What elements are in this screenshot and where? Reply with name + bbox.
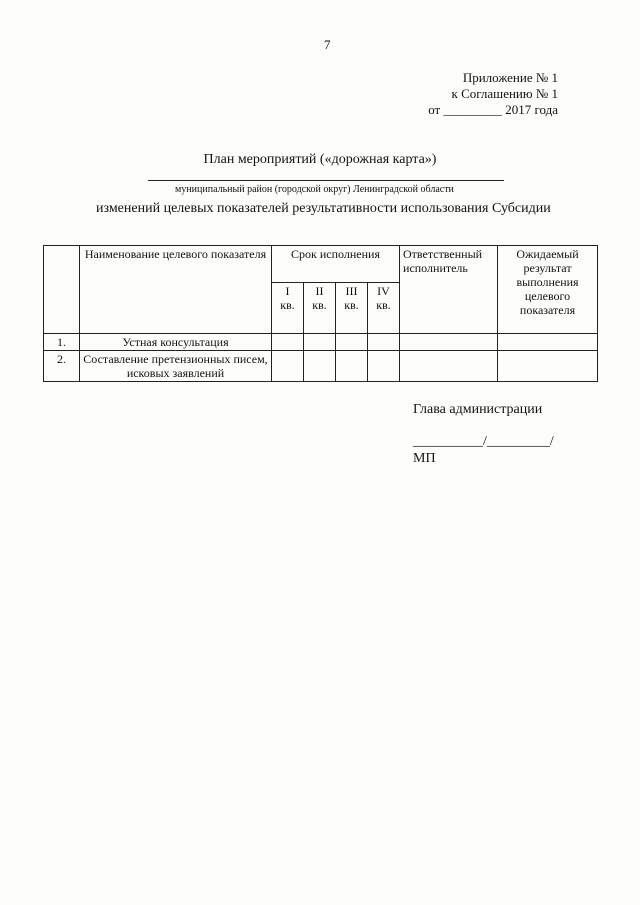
quarter-1: I кв. bbox=[272, 283, 304, 334]
row-cell bbox=[304, 351, 336, 382]
quarter-3: III кв. bbox=[336, 283, 368, 334]
signature-line: __________/_________/ bbox=[413, 434, 554, 449]
header-term: Срок исполнения bbox=[272, 246, 400, 283]
row-cell bbox=[336, 334, 368, 351]
municipality-note: муниципальный район (городской округ) Ленинградской области bbox=[175, 184, 454, 195]
row-cell bbox=[272, 334, 304, 351]
signature-title: Глава администрации bbox=[413, 402, 543, 417]
row-number: 1. bbox=[44, 334, 80, 351]
quarter-2: II кв. bbox=[304, 283, 336, 334]
appendix-line-2: к Соглашению № 1 bbox=[451, 86, 558, 101]
row-cell bbox=[400, 334, 498, 351]
row-number: 2. bbox=[44, 351, 80, 382]
header-responsible: Ответственный исполнитель bbox=[400, 246, 498, 334]
header-expected: Ожидаемый результат выполнения целевого показателя bbox=[498, 246, 598, 334]
quarter-4: IV кв. bbox=[368, 283, 400, 334]
table-row bbox=[44, 351, 598, 382]
row-cell bbox=[498, 334, 598, 351]
header-name: Наименование целевого показателя bbox=[80, 246, 272, 334]
appendix-line-1: Приложение № 1 bbox=[462, 70, 558, 85]
appendix-line-3: от _________ 2017 года bbox=[428, 102, 558, 117]
table-header-row bbox=[44, 246, 598, 283]
header-number-cell bbox=[44, 246, 80, 334]
plan-table bbox=[43, 245, 598, 382]
row-cell bbox=[400, 351, 498, 382]
row-name: Устная консультация bbox=[80, 334, 272, 351]
row-cell bbox=[336, 351, 368, 382]
stamp-mark: МП bbox=[413, 451, 436, 466]
document-subtitle: изменений целевых показателей результативности использования Субсидии bbox=[96, 201, 551, 216]
row-cell bbox=[498, 351, 598, 382]
row-cell bbox=[272, 351, 304, 382]
row-cell bbox=[304, 334, 336, 351]
row-name: Составление претензионных писем, исковых заявлений bbox=[80, 351, 272, 382]
document-title: План мероприятий («дорожная карта») bbox=[203, 152, 437, 167]
row-cell bbox=[368, 334, 400, 351]
table-row bbox=[44, 334, 598, 351]
row-cell bbox=[368, 351, 400, 382]
page-number: 7 bbox=[324, 37, 331, 52]
municipality-fill-line bbox=[148, 180, 504, 181]
